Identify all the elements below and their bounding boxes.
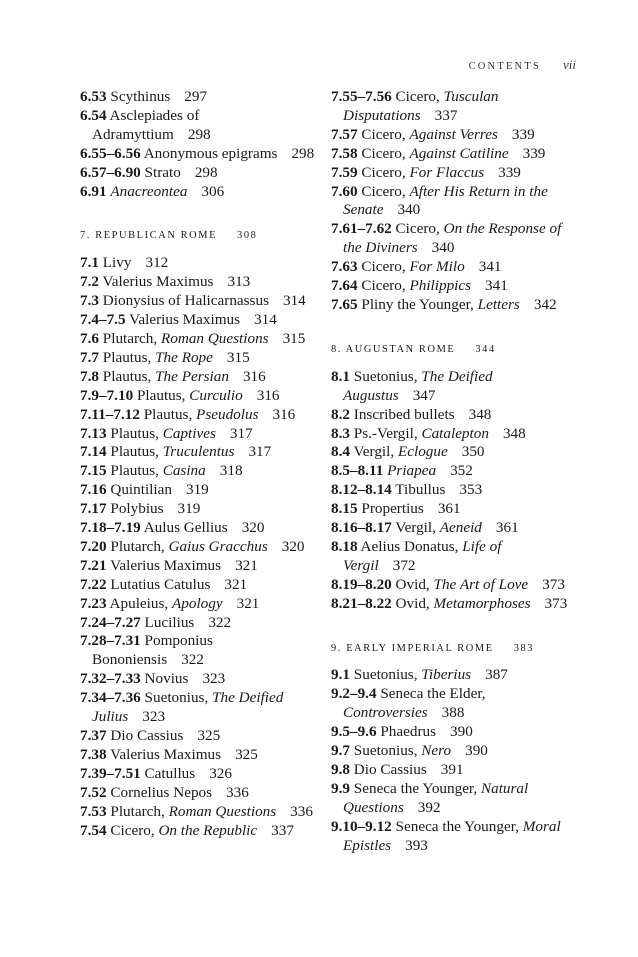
- toc-entry[interactable]: [80, 183, 318, 202]
- entry-number: 7.18–7.19: [80, 519, 141, 537]
- entry-page-number: 390: [450, 723, 473, 741]
- entry-title-italic: Moral Epistles: [343, 817, 561, 854]
- entry-number: 9.8: [331, 761, 350, 778]
- entry-title-italic: Priapea: [387, 462, 437, 480]
- entry-title: Suetonius,: [353, 666, 422, 684]
- toc-entry[interactable]: [80, 406, 318, 425]
- entry-title: Lucilius: [144, 613, 195, 631]
- entry-title-italic: For Flaccus: [409, 163, 485, 181]
- entry-title: Pomponius Bononiensis: [92, 632, 213, 669]
- toc-entry[interactable]: [80, 292, 318, 311]
- entry-number: 7.7: [80, 348, 99, 366]
- entry-title: Apuleius,: [109, 594, 172, 612]
- entry-page-number: 319: [177, 500, 201, 518]
- entry-number: 7.17: [80, 500, 107, 518]
- entry-number: 8.15: [331, 500, 358, 518]
- toc-entry[interactable]: [80, 595, 318, 614]
- entry-title-italic: Catalepton: [421, 424, 489, 442]
- entry-page-number: 361: [437, 500, 461, 518]
- entry-page-number: 298: [187, 125, 211, 143]
- entry-page-number: 321: [224, 575, 248, 593]
- entry-page-number: 318: [219, 462, 243, 480]
- toc-entry[interactable]: [331, 88, 571, 126]
- entry-page-number: 306: [201, 182, 225, 200]
- entry-title: Valerius Maximus: [129, 311, 241, 329]
- running-head-page-number: vii: [563, 57, 576, 72]
- toc-entry[interactable]: [331, 183, 571, 221]
- entry-page-number: 323: [202, 670, 226, 688]
- toc-entry[interactable]: [80, 311, 318, 330]
- entry-number: 7.20: [80, 537, 107, 555]
- entry-title: Plutarch,: [110, 537, 169, 555]
- section-page-number: 308: [237, 230, 258, 242]
- entry-page-number: 373: [542, 575, 565, 593]
- entry-page-number: 341: [485, 277, 508, 295]
- entry-page-number: 337: [271, 821, 294, 839]
- entry-number: 7.54: [80, 821, 107, 839]
- entry-number: 8.2: [331, 405, 350, 423]
- entry-title-italic: Truculentus: [162, 443, 235, 461]
- toc-entry[interactable]: [331, 723, 571, 742]
- entry-title: Dionysius of Halicarnassus: [102, 292, 269, 310]
- entry-title: Vergil,: [353, 443, 398, 461]
- entry-number: 8.21–8.22: [331, 594, 392, 612]
- toc-entry[interactable]: [331, 576, 571, 595]
- entry-number: 6.91: [80, 182, 107, 200]
- entry-page-number: 314: [254, 311, 277, 329]
- entry-page-number: 393: [405, 836, 428, 854]
- toc-entry[interactable]: [80, 519, 318, 538]
- entry-title: Plautus,: [110, 462, 163, 480]
- entry-number: 7.64: [331, 277, 358, 295]
- entry-page-number: 322: [208, 613, 232, 631]
- toc-entry[interactable]: [331, 406, 571, 425]
- entry-page-number: 322: [181, 651, 204, 669]
- entry-number: 9.9: [331, 779, 350, 797]
- entry-title-italic: Metamorphoses: [433, 594, 531, 612]
- toc-entry[interactable]: [331, 519, 571, 538]
- toc-entry[interactable]: [80, 145, 318, 164]
- entry-title: Plautus,: [143, 405, 197, 423]
- entry-number: 7.63: [331, 258, 358, 276]
- toc-entry[interactable]: [80, 273, 318, 292]
- toc-entry[interactable]: [80, 462, 318, 481]
- entry-title: Quintilian: [110, 481, 172, 499]
- toc-entry[interactable]: [80, 614, 318, 633]
- entry-title: Plautus,: [110, 424, 163, 442]
- entry-title: Asclepiades of Adramyttium: [92, 106, 200, 143]
- entry-title-italic: Pseudolus: [196, 405, 259, 423]
- entry-number: 7.4–7.5: [80, 311, 126, 329]
- entry-title: Strato: [144, 163, 181, 181]
- entry-title-italic: Against Verres: [409, 125, 498, 143]
- entry-title: Cicero,: [361, 182, 410, 200]
- entry-title-italic: Curculio: [189, 386, 243, 404]
- entry-number: 9.7: [331, 742, 350, 760]
- entry-title: Vergil,: [395, 519, 440, 537]
- entry-page-number: 316: [242, 367, 266, 385]
- entry-page-number: 298: [194, 163, 218, 181]
- entry-page-number: 320: [241, 519, 265, 537]
- entry-number: 6.57–6.90: [80, 163, 141, 181]
- entry-page-number: 315: [282, 329, 306, 347]
- entry-page-number: 336: [290, 802, 313, 820]
- entry-title: Valerius Maximus: [102, 273, 214, 291]
- toc-entry[interactable]: [331, 595, 571, 614]
- toc-entry[interactable]: [80, 107, 318, 145]
- entry-title: Phaedrus: [380, 723, 437, 741]
- entry-number: 7.61–7.62: [331, 220, 392, 238]
- toc-entry[interactable]: [80, 670, 318, 689]
- entry-number: 7.9–7.10: [80, 386, 134, 404]
- entry-number: 7.60: [331, 182, 358, 200]
- entry-page-number: 315: [226, 348, 250, 366]
- entry-number: 7.32–7.33: [80, 670, 141, 688]
- entry-number: 8.19–8.20: [331, 575, 392, 593]
- entry-title: Novius: [144, 670, 189, 688]
- entry-page-number: 321: [235, 556, 258, 574]
- toc-entry[interactable]: [80, 784, 318, 803]
- entry-number: 7.38: [80, 745, 107, 763]
- entry-page-number: 372: [392, 556, 416, 574]
- entry-page-number: 339: [511, 125, 535, 143]
- entry-number: 8.12–8.14: [331, 481, 392, 499]
- entry-page-number: 313: [227, 273, 251, 291]
- toc-entry[interactable]: [80, 481, 318, 500]
- entry-number: 7.58: [331, 144, 358, 162]
- toc-entry[interactable]: [331, 742, 571, 761]
- toc-entry[interactable]: [331, 538, 571, 576]
- section-title: 8. AUGUSTAN ROME: [331, 343, 456, 355]
- toc-entry[interactable]: [80, 765, 318, 784]
- entry-title: Plautus,: [110, 443, 163, 461]
- entry-page-number: 321: [236, 594, 260, 612]
- toc-entry[interactable]: [80, 632, 318, 670]
- entry-title: Dio Cassius: [353, 761, 427, 778]
- entry-title-italic: Apology: [171, 594, 223, 612]
- toc-entry[interactable]: [331, 685, 571, 723]
- entry-number: 7.28–7.31: [80, 632, 141, 650]
- toc-entry[interactable]: [80, 330, 318, 349]
- entry-title: Inscribed bullets: [353, 405, 455, 423]
- entry-number: 7.21: [80, 556, 107, 574]
- entry-title: Cicero,: [361, 258, 410, 276]
- entry-title-italic: Captives: [162, 424, 216, 442]
- section-heading: [80, 227, 318, 246]
- entry-page-number: 317: [248, 443, 272, 461]
- entry-page-number: 391: [440, 761, 464, 778]
- entry-title: Cicero,: [395, 88, 444, 105]
- entry-page-number: 388: [441, 704, 465, 722]
- entry-number: 7.14: [80, 443, 107, 461]
- entry-title: Cicero,: [361, 125, 410, 143]
- entry-title: Propertius: [361, 500, 424, 518]
- section-page-number: 344: [475, 343, 496, 355]
- entry-number: 7.34–7.36: [80, 689, 141, 707]
- entry-title: Plautus,: [102, 348, 156, 366]
- toc-entry[interactable]: [80, 727, 318, 746]
- entry-title: Anonymous epigrams: [143, 144, 278, 162]
- entry-number: 7.16: [80, 481, 107, 499]
- entry-title-italic: Nero: [421, 742, 452, 760]
- entry-title-italic: On the Republic: [158, 821, 258, 839]
- entry-title: Valerius Maximus: [110, 745, 222, 763]
- entry-page-number: 297: [184, 88, 208, 105]
- entry-title-italic: Gaius Gracchus: [168, 537, 268, 555]
- entry-title-italic: The Art of Love: [433, 575, 529, 593]
- entry-number: 7.65: [331, 295, 358, 313]
- entry-page-number: 314: [282, 292, 306, 310]
- entry-number: 9.2–9.4: [331, 685, 377, 703]
- entry-page-number: 323: [142, 708, 166, 726]
- entry-title: Cicero,: [361, 144, 410, 162]
- entry-title-italic: Natural Questions: [343, 779, 529, 816]
- entry-title: Suetonius,: [353, 367, 422, 385]
- entry-page-number: 352: [450, 462, 473, 480]
- entry-title-italic: Philippics: [409, 277, 472, 295]
- toc-entry[interactable]: [331, 761, 571, 780]
- toc-entry[interactable]: [331, 296, 571, 315]
- entry-page-number: 326: [209, 764, 232, 782]
- entry-title: Ps.-Vergil,: [353, 424, 422, 442]
- entry-title: Plutarch,: [110, 802, 169, 820]
- toc-entry[interactable]: [331, 462, 571, 481]
- entry-title-italic: After His Return in the Senate: [343, 182, 548, 219]
- entry-title: Cicero,: [110, 821, 159, 839]
- toc-entry[interactable]: [80, 425, 318, 444]
- entry-title-italic: Casina: [162, 462, 206, 480]
- toc-entry[interactable]: [80, 254, 318, 273]
- section-title: 9. EARLY IMPERIAL ROME: [331, 642, 494, 654]
- entry-title-italic: For Milo: [409, 258, 465, 276]
- entry-title: Ovid,: [395, 575, 434, 593]
- entry-number: 8.1: [331, 367, 350, 385]
- toc-entry[interactable]: [331, 258, 571, 277]
- toc-entry[interactable]: [80, 746, 318, 765]
- entry-page-number: 336: [226, 783, 249, 801]
- entry-number: 7.11–7.12: [80, 405, 140, 423]
- toc-entry[interactable]: [80, 387, 318, 406]
- entry-number: 7.53: [80, 802, 107, 820]
- entry-title-italic: Tiberius: [421, 666, 472, 684]
- entry-page-number: 317: [229, 424, 253, 442]
- entry-number: 7.59: [331, 163, 358, 181]
- section-heading: [331, 341, 571, 360]
- entry-page-number: 341: [478, 258, 502, 276]
- entry-page-number: 298: [291, 144, 315, 162]
- entry-title-italic: Letters: [477, 295, 520, 313]
- entry-page-number: 316: [256, 386, 280, 404]
- entry-number: 6.55–6.56: [80, 144, 141, 162]
- toc-entry[interactable]: [80, 349, 318, 368]
- entry-number: 7.2: [80, 273, 99, 291]
- entry-page-number: 387: [485, 666, 508, 684]
- entry-number: 6.54: [80, 106, 107, 124]
- entry-number: 8.4: [331, 443, 350, 461]
- entry-title-italic: Tusculan Disputations: [343, 88, 499, 124]
- entry-title: Suetonius,: [353, 742, 422, 760]
- entry-page-number: 339: [498, 163, 521, 181]
- entry-number: 6.53: [80, 88, 107, 105]
- entry-page-number: 348: [502, 424, 526, 442]
- entry-number: 9.1: [331, 666, 350, 684]
- toc-entry[interactable]: [331, 666, 571, 685]
- entry-title: Pliny the Younger,: [361, 295, 478, 313]
- entry-page-number: 320: [281, 537, 305, 555]
- entry-page-number: 339: [522, 144, 546, 162]
- running-head-label: CONTENTS: [468, 61, 541, 72]
- toc-entry[interactable]: [331, 368, 571, 406]
- toc-entry[interactable]: [331, 443, 571, 462]
- entry-page-number: 353: [459, 481, 483, 499]
- section-heading: [331, 640, 571, 659]
- entry-title-italic: Controversies: [343, 704, 428, 722]
- entry-page-number: 392: [417, 798, 441, 816]
- entry-number: 7.37: [80, 727, 107, 744]
- entry-number: 7.8: [80, 367, 99, 385]
- entry-number: 7.13: [80, 424, 107, 442]
- entry-number: 9.10–9.12: [331, 817, 392, 835]
- entry-page-number: 350: [461, 443, 485, 461]
- section-page-number: 383: [513, 642, 535, 654]
- entry-page-number: 348: [468, 405, 492, 423]
- entry-number: 8.18: [331, 537, 358, 555]
- entry-number: 7.6: [80, 329, 99, 347]
- entry-page-number: 361: [495, 519, 519, 537]
- entry-title: Polybius: [110, 500, 164, 518]
- entry-page-number: 316: [272, 405, 296, 423]
- toc-entry[interactable]: [331, 481, 571, 500]
- entry-title-italic: On the Response of the Diviners: [343, 220, 562, 257]
- entry-title: Cicero,: [361, 277, 410, 295]
- toc-left-column: [80, 88, 318, 840]
- entry-title: Aulus Gellius: [143, 519, 228, 537]
- entry-title: Seneca the Younger,: [353, 779, 481, 797]
- entry-number: 7.55–7.56: [331, 88, 392, 105]
- entry-page-number: 340: [397, 201, 421, 219]
- toc-entry[interactable]: [331, 500, 571, 519]
- entry-number: 7.57: [331, 125, 358, 143]
- toc-entry[interactable]: [80, 538, 318, 557]
- toc-entry[interactable]: [331, 818, 571, 856]
- entry-title: Valerius Maximus: [110, 556, 222, 574]
- entry-title: Dio Cassius: [110, 727, 184, 744]
- toc-entry[interactable]: [80, 576, 318, 595]
- entry-number: 9.5–9.6: [331, 723, 377, 741]
- entry-title: Seneca the Elder,: [380, 685, 486, 703]
- toc-entry[interactable]: [80, 803, 318, 822]
- entry-title: Tibullus: [395, 481, 446, 499]
- entry-title-italic: Aeneid: [439, 519, 482, 537]
- entry-title: Cornelius Nepos: [110, 783, 213, 801]
- entry-number: 7.3: [80, 292, 99, 310]
- entry-title: Plutarch,: [102, 329, 161, 347]
- entry-title-italic: The Deified Augustus: [343, 367, 493, 404]
- entry-page-number: 319: [185, 481, 209, 499]
- entry-title-italic: Roman Questions: [168, 802, 277, 820]
- entry-title: Suetonius,: [144, 689, 213, 707]
- entry-page-number: 373: [544, 594, 568, 612]
- entry-title-italic: Against Catiline: [409, 144, 509, 162]
- entry-title-italic: Eclogue: [397, 443, 448, 461]
- entry-number: 7.1: [80, 254, 99, 272]
- section-title: 7. REPUBLICAN ROME: [80, 230, 218, 242]
- entry-title-italic: The Rope: [155, 348, 213, 366]
- entry-title: Ovid,: [395, 594, 434, 612]
- toc-entry[interactable]: [331, 220, 571, 258]
- toc-right-column: [331, 88, 571, 856]
- toc-entry[interactable]: [331, 425, 571, 444]
- entry-page-number: 340: [431, 239, 455, 257]
- entry-title: Livy: [102, 254, 132, 272]
- toc-entry[interactable]: [80, 88, 318, 107]
- toc-entry[interactable]: [331, 780, 571, 818]
- running-head: [469, 57, 576, 73]
- toc-entry[interactable]: [331, 126, 571, 145]
- entry-number: 7.24–7.27: [80, 613, 141, 631]
- toc-entry[interactable]: [80, 557, 318, 576]
- toc-entry[interactable]: [80, 689, 318, 727]
- entry-number: 8.3: [331, 424, 350, 442]
- toc-entry[interactable]: [331, 164, 571, 183]
- entry-page-number: 347: [412, 386, 436, 404]
- entry-title: Lutatius Catulus: [110, 575, 211, 593]
- entry-number: 7.22: [80, 575, 107, 593]
- entry-title: Seneca the Younger,: [395, 817, 523, 835]
- entry-title: Aelius Donatus,: [360, 537, 463, 555]
- toc-entry[interactable]: [80, 822, 318, 841]
- entry-number: 7.39–7.51: [80, 764, 141, 782]
- entry-title: Catullus: [144, 764, 196, 782]
- entry-title-italic: Anacreontea: [110, 182, 188, 200]
- entry-title: Plautus,: [136, 386, 190, 404]
- entry-page-number: 390: [465, 742, 488, 760]
- entry-page-number: 312: [145, 254, 169, 272]
- entry-number: 7.23: [80, 594, 107, 612]
- entry-page-number: 325: [197, 727, 221, 744]
- entry-number: 7.15: [80, 462, 107, 480]
- entry-number: 7.52: [80, 783, 107, 801]
- entry-page-number: 337: [434, 106, 458, 124]
- entry-page-number: 325: [235, 745, 258, 763]
- entry-title-italic: The Persian: [155, 367, 229, 385]
- entry-number: 8.5–8.11: [331, 462, 384, 480]
- toc-entry[interactable]: [80, 164, 318, 183]
- entry-title: Cicero,: [361, 163, 410, 181]
- entry-title: Scythinus: [110, 88, 171, 105]
- entry-title-italic: The Deified Julius: [92, 689, 284, 726]
- entry-number: 8.16–8.17: [331, 519, 392, 537]
- entry-page-number: 342: [533, 295, 557, 313]
- toc-entry[interactable]: [80, 500, 318, 519]
- entry-title: Plautus,: [102, 367, 156, 385]
- toc-entry[interactable]: [80, 443, 318, 462]
- entry-title-italic: Roman Questions: [161, 329, 269, 347]
- toc-entry[interactable]: [331, 145, 571, 164]
- toc-entry[interactable]: [80, 368, 318, 387]
- toc-entry[interactable]: [331, 277, 571, 296]
- entry-title: Cicero,: [395, 220, 444, 238]
- entry-title-italic: Life of Vergil: [343, 537, 502, 574]
